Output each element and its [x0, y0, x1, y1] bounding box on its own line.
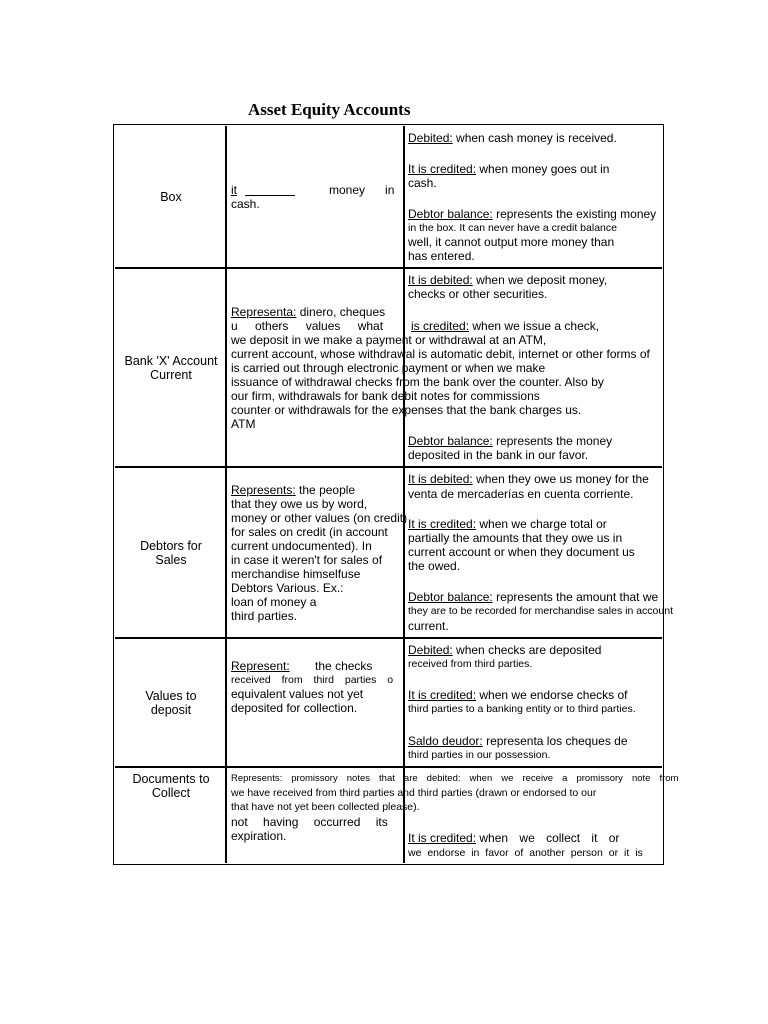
- entry-term: is credited:: [411, 319, 470, 333]
- balance-entry: [408, 207, 656, 221]
- definition-text: Debtors Various. Ex.:: [231, 581, 344, 595]
- entry-text: venta de mercaderías en cuenta corriente.: [408, 487, 634, 501]
- category-box: [116, 126, 226, 267]
- entry-term: Debtor balance:: [408, 590, 493, 604]
- credited-entry: [408, 831, 619, 845]
- entry-text: we endorse in favor of another person or it is: [408, 847, 643, 859]
- definition-text: for sales on credit (in account: [231, 525, 388, 539]
- entry-term: Saldo deudor:: [408, 734, 483, 748]
- entry-text: when cash money is received.: [456, 131, 617, 145]
- category-label: Current: [150, 367, 192, 382]
- balance-entry: [408, 434, 612, 448]
- definition-text: loan of money a: [231, 595, 317, 609]
- definition-text: received from third parties o: [231, 674, 394, 686]
- entry-text: when we charge total or: [479, 517, 607, 531]
- definition-text: equivalent values not yet: [231, 687, 364, 701]
- definition-text: [231, 183, 237, 197]
- entry-term: Debited:: [408, 131, 453, 145]
- definition-term: Represent:: [231, 659, 290, 673]
- column-divider: [403, 126, 405, 863]
- definition-text: merchandise himselfuse: [231, 567, 361, 581]
- definition-text: current undocumented). In: [231, 539, 372, 553]
- definition-text: issuance of withdrawal checks from the bank over the counter. Also by: [231, 375, 604, 389]
- entry-text: received from third parties.: [408, 658, 533, 670]
- category-label: Debtors for: [140, 538, 202, 553]
- entry-text: when they owe us money for the: [476, 472, 649, 486]
- entry-term: Debited:: [408, 643, 453, 657]
- entry-text: current account or when they document us: [408, 545, 635, 559]
- category-bank-account: [116, 269, 226, 466]
- definition-text: in case it weren't for sales of: [231, 553, 383, 567]
- category-debtors-for-sales: [116, 468, 226, 637]
- entry-text: when we endorse checks of: [479, 688, 628, 702]
- definition-text: [231, 305, 385, 319]
- definition-term: Representa:: [231, 305, 297, 319]
- definition-text: third parties.: [231, 609, 298, 623]
- entry-text: representa los cheques de: [486, 734, 628, 748]
- blank-underline: [245, 195, 295, 196]
- page-title: Asset Equity Accounts: [248, 100, 411, 119]
- entry-text: third parties in our possession.: [408, 749, 551, 761]
- entry-text: they are to be recorded for merchandise sales in account: [408, 605, 673, 617]
- entry-text: represents the amount that we: [496, 590, 659, 604]
- entry-term: It is credited:: [408, 831, 477, 845]
- definition-text: deposited for collection.: [231, 701, 358, 715]
- definition-text: our firm, withdrawals for bank debit notes for commissions: [231, 389, 540, 403]
- entry-text: when money goes out in: [479, 162, 610, 176]
- definition-text: u others values what: [231, 319, 384, 333]
- definition-line: dinero, cheques: [299, 305, 386, 319]
- category-label: deposit: [150, 702, 192, 717]
- definition-line: the checks: [315, 659, 373, 673]
- entry-text: represents the existing money: [496, 207, 657, 221]
- entry-text: partially the amounts that they owe us in: [408, 531, 623, 545]
- definition-text: money in: [329, 183, 395, 197]
- definition-text: expiration.: [231, 829, 287, 843]
- entry-text: checks or other securities.: [408, 287, 548, 301]
- definition-text: we have received from third parties and third parties (drawn or endorsed to our: [231, 787, 597, 799]
- entry-term: It is debited:: [408, 273, 473, 287]
- definition-text: not having occurred its: [231, 815, 388, 829]
- definition-text: [231, 659, 372, 673]
- category-label: Box: [160, 189, 182, 204]
- entry-text: the owed.: [408, 559, 461, 573]
- debited-entry: [408, 273, 607, 287]
- credited-entry: [408, 688, 627, 702]
- category-values-to-deposit: [116, 639, 226, 766]
- entry-term: Debtor balance:: [408, 207, 493, 221]
- entry-text: represents the money: [496, 434, 613, 448]
- entry-term: It is credited:: [408, 162, 477, 176]
- definition-text: money or other values (on credit): [231, 511, 408, 525]
- category-label: Bank 'X' Account: [124, 353, 218, 368]
- balance-entry: [408, 590, 658, 604]
- balance-entry: [408, 734, 628, 748]
- entry-text: in the box. It can never have a credit balance: [408, 222, 617, 234]
- entry-text: deposited in the bank in our favor.: [408, 448, 589, 462]
- entry-text: cash.: [408, 176, 437, 190]
- category-label: Collect: [151, 786, 191, 800]
- definition-text: ATM: [231, 417, 256, 431]
- entry-text: when we deposit money,: [476, 273, 608, 287]
- definition-text: Represents: promissory notes that are debited: when we receive a promissory note from: [231, 773, 679, 784]
- entry-text: current.: [408, 619, 449, 633]
- definition-term: it: [231, 183, 237, 197]
- category-label: Sales: [155, 552, 187, 567]
- entry-term: It is credited:: [408, 517, 477, 531]
- credited-entry: [408, 517, 607, 531]
- definition-text: current account, whose withdrawal is automatic debit, internet or other forms of: [231, 347, 650, 361]
- definition-text: cash.: [231, 197, 260, 211]
- debited-entry: [408, 472, 649, 486]
- credited-entry: [411, 319, 599, 333]
- entry-text: third parties to a banking entity or to third parties.: [408, 703, 636, 715]
- definition-text: that have not yet been collected please).: [231, 801, 420, 813]
- credited-entry: [408, 162, 609, 176]
- category-label: Documents to: [132, 772, 210, 786]
- entry-term: Debtor balance:: [408, 434, 493, 448]
- debited-entry: [408, 643, 601, 657]
- definition-term: Represents:: [231, 483, 296, 497]
- entry-text: well, it cannot output more money than: [408, 235, 615, 249]
- entry-text: has entered.: [408, 249, 475, 263]
- definition-text: counter or withdrawals for the expenses that the bank charges us.: [231, 403, 582, 417]
- debited-entry: [408, 131, 617, 145]
- definition-text: is carried out through electronic payment or when we make: [231, 361, 546, 375]
- entry-text: when checks are deposited: [456, 643, 602, 657]
- definition-line: the people: [299, 483, 356, 497]
- definition-text: we deposit in we make a payment or withdrawal at an ATM,: [231, 333, 547, 347]
- entry-term: It is debited:: [408, 472, 473, 486]
- entry-term: It is credited:: [408, 688, 477, 702]
- category-documents-to-collect: [116, 768, 226, 798]
- definition-text: [231, 483, 355, 497]
- entry-text: when we issue a check,: [472, 319, 600, 333]
- entry-text: when we collect it or: [479, 831, 620, 845]
- definition-text: that they owe us by word,: [231, 497, 368, 511]
- category-label: Values to: [145, 688, 197, 703]
